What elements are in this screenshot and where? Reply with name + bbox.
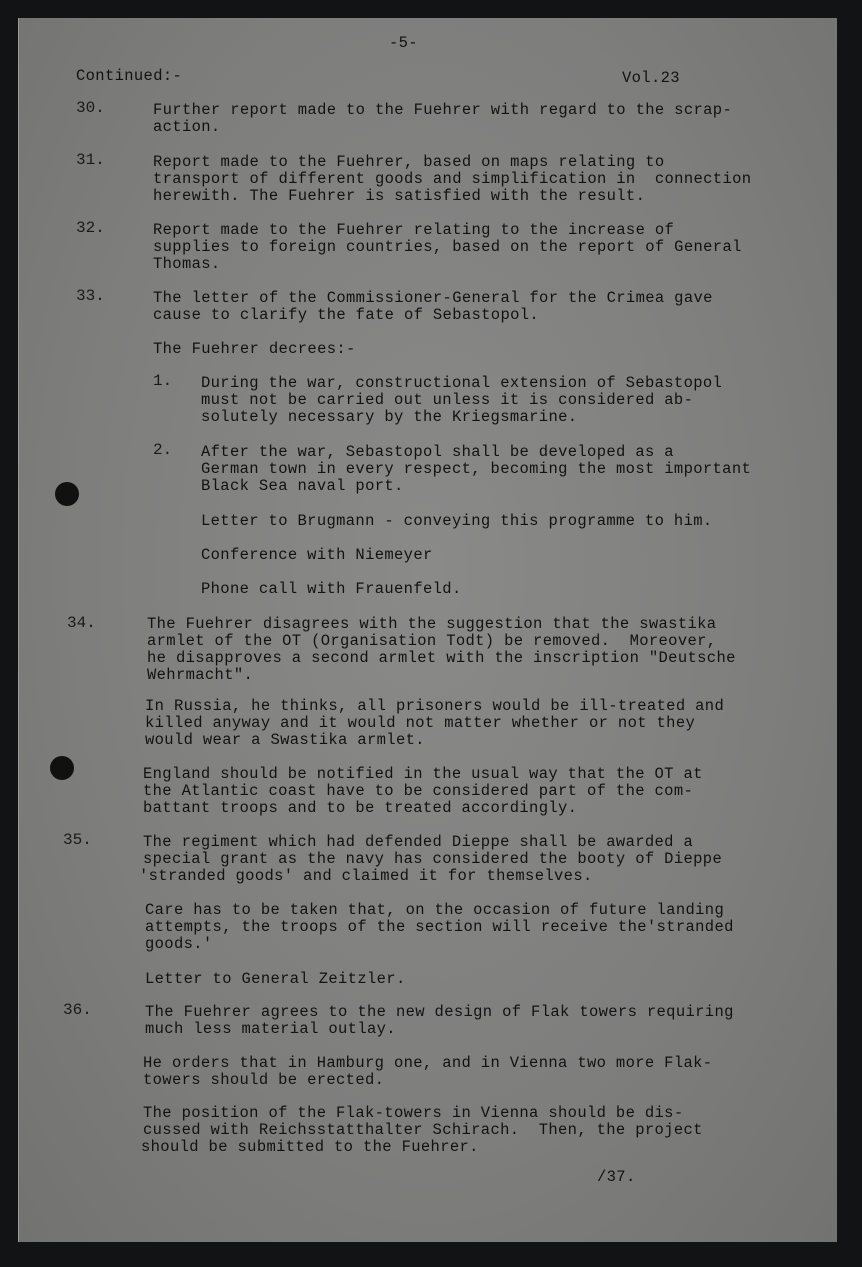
paragraph-line: The position of the Flak-towers in Vienna should be dis- [143, 1104, 684, 1122]
paragraph-line: should be submitted to the Fuehrer. [141, 1138, 479, 1156]
item-text-line: herewith. The Fuehrer is satisfied with the result. [153, 187, 646, 205]
subitem-text-line: After the war, Sebastopol shall be developed as a [201, 443, 674, 461]
paragraph-line: goods.' [145, 935, 213, 953]
item-text-line: The letter of the Commissioner-General for the Crimea gave [153, 289, 713, 307]
paragraph-line: battant troops and to be treated accordingly. [143, 799, 578, 817]
subitem-number: 1. [153, 372, 173, 390]
item-text-line: Thomas. [153, 255, 221, 273]
decree-heading: The Fuehrer decrees:- [153, 340, 356, 358]
continuation-ref: /37. [597, 1168, 636, 1186]
item-text-line: supplies to foreign countries, based on the report of General [153, 238, 742, 256]
header-volume: Vol.23 [622, 69, 680, 87]
subitem-text-line: During the war, constructional extension of Sebastopol [201, 374, 723, 392]
item-text-line: Report made to the Fuehrer relating to the increase of [153, 221, 675, 239]
item-text-line: transport of different goods and simplification in connection [153, 170, 752, 188]
item-text-line: Wehrmacht". [147, 666, 254, 684]
item-number: 34. [67, 614, 96, 632]
page-number: -5- [389, 34, 418, 52]
item-text-line: much less material outlay. [145, 1020, 396, 1038]
item-number: 33. [76, 287, 105, 305]
subitem-text-line: German town in every respect, becoming the most important [201, 460, 752, 478]
paragraph-line: cussed with Reichsstatthalter Schirach. Then, the project [143, 1121, 703, 1139]
paragraph-line: Care has to be taken that, on the occasion of future landing [145, 901, 725, 919]
item-text-line: cause to clarify the fate of Sebastopol. [153, 306, 540, 324]
phone-note: Phone call with Frauenfeld. [201, 580, 462, 598]
item-text-line: The regiment which had defended Dieppe shall be awarded a [143, 833, 694, 851]
item-text-line: The Fuehrer disagrees with the suggestion that the swastika [147, 615, 717, 633]
punch-hole-bottom [50, 756, 74, 780]
item-number: 32. [76, 219, 105, 237]
item-number: 36. [63, 1001, 92, 1019]
item-text-line: Report made to the Fuehrer, based on maps relating to [153, 153, 665, 171]
letter-note: Letter to Brugmann - conveying this programme to him. [201, 512, 713, 530]
letter-note: Letter to General Zeitzler. [145, 970, 406, 988]
item-text-line: The Fuehrer agrees to the new design of Flak towers requiring [145, 1003, 734, 1021]
header-continued: Continued:- [76, 67, 183, 85]
paragraph-line: killed anyway and it would not matter whether or not they [145, 714, 696, 732]
punch-hole-top [55, 482, 79, 506]
paragraph-line: He orders that in Hamburg one, and in Vienna two more Flak- [143, 1054, 713, 1072]
document-page [18, 18, 837, 1242]
item-text-line: armlet of the OT (Organisation Todt) be removed. Moreover, [147, 632, 717, 650]
item-text-line: he disapproves a second armlet with the inscription "Deutsche [147, 649, 736, 667]
paragraph-line: would wear a Swastika armlet. [145, 731, 425, 749]
paragraph-line: towers should be erected. [143, 1071, 385, 1089]
paragraph-line: attempts, the troops of the section will receive the'stranded [145, 918, 734, 936]
paragraph-line: In Russia, he thinks, all prisoners would be ill-treated and [145, 697, 725, 715]
paragraph-line: England should be notified in the usual way that the OT at [143, 765, 703, 783]
item-number: 35. [63, 831, 92, 849]
paragraph-line: the Atlantic coast have to be considered part of the com- [143, 782, 694, 800]
subitem-text-line: solutely necessary by the Kriegsmarine. [201, 408, 578, 426]
item-text-line: 'stranded goods' and claimed it for themselves. [139, 867, 593, 885]
subitem-number: 2. [153, 441, 173, 459]
item-text-line: special grant as the navy has considered the booty of Dieppe [143, 850, 723, 868]
item-number: 30. [76, 99, 105, 117]
item-number: 31. [76, 151, 105, 169]
item-text-line: action. [153, 118, 221, 136]
conference-note: Conference with Niemeyer [201, 546, 433, 564]
item-text-line: Further report made to the Fuehrer with regard to the scrap- [153, 101, 733, 119]
subitem-text-line: Black Sea naval port. [201, 477, 404, 495]
subitem-text-line: must not be carried out unless it is considered ab- [201, 391, 694, 409]
